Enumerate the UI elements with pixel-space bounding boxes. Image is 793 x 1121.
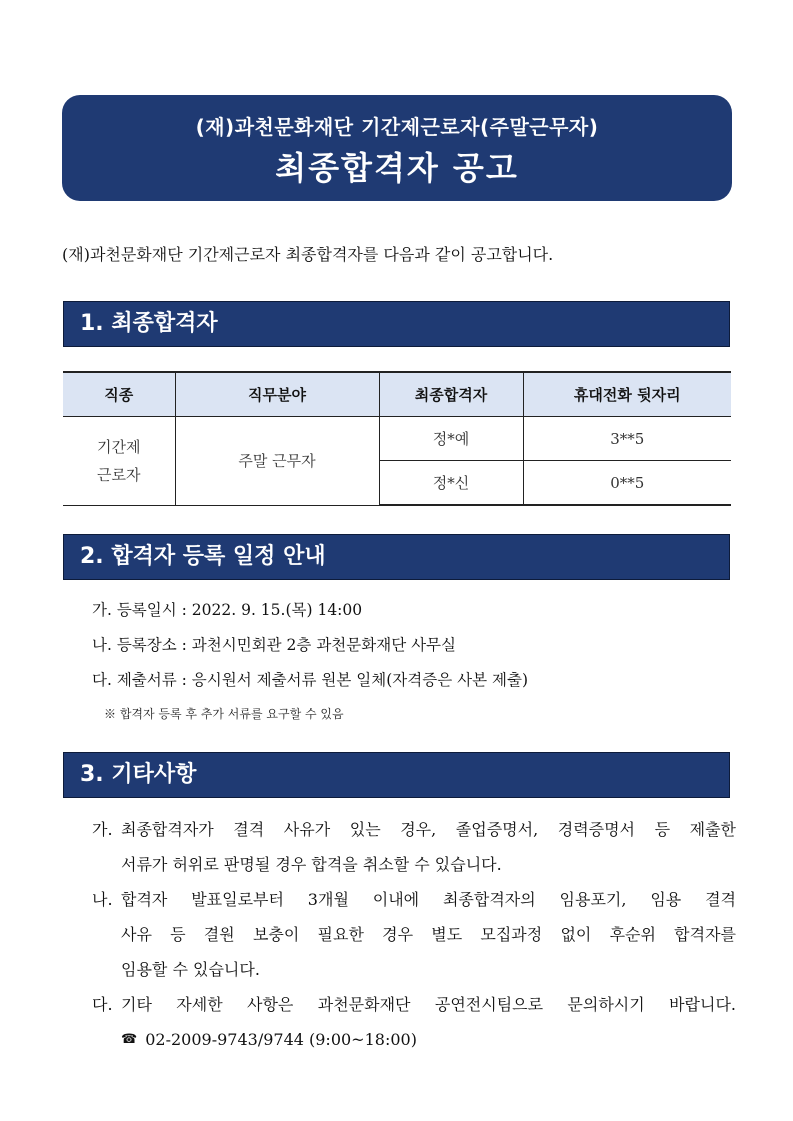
col-header-field: 직무분야 (175, 372, 379, 417)
section-heading-registration: 2. 합격자 등록 일정 안내 (63, 534, 730, 580)
section-heading-final-applicants: 1. 최종합격자 (63, 301, 730, 347)
col-header-applicant: 최종합격자 (379, 372, 523, 417)
registration-list (92, 600, 528, 705)
item-text: 서류가 허위로 판명될 경우 합격을 취소할 수 있습니다. (121, 855, 502, 874)
contact-number: 02-2009-9743/9744 (9:00~18:00) (145, 1030, 417, 1049)
list-item: 다. 제출서류 : 응시원서 제출서류 원본 일체(자격증은 사본 제출) (92, 671, 528, 689)
cell-field: 주말 근무자 (175, 417, 379, 506)
list-item-continued (92, 917, 736, 952)
list-item-continued (92, 952, 736, 987)
cell-phone: 0**5 (523, 461, 731, 506)
item-text: 사유 등 결원 보충이 필요한 경우 별도 모집과정 없이 후순위 합격자를 (121, 925, 736, 944)
phone-icon: ☎ (121, 1032, 138, 1047)
col-header-job-type: 직종 (63, 372, 175, 417)
item-text: 임용할 수 있습니다. (121, 960, 260, 979)
item-label: 나. (92, 890, 113, 909)
item-text: 최종합격자가 결격 사유가 있는 경우, 졸업증명서, 경력증명서 등 제출한 (121, 820, 736, 839)
col-header-phone: 휴대전화 뒷자리 (523, 372, 731, 417)
item-text: 합격자 발표일로부터 3개월 이내에 최종합격자의 임용포기, 임용 결격 (121, 890, 736, 909)
item-text: 기타 자세한 사항은 과천문화재단 공연전시팀으로 문의하시기 바랍니다. (121, 995, 736, 1014)
contact-line (92, 1022, 736, 1057)
cell-phone: 3**5 (523, 417, 731, 461)
list-item: 나. 등록장소 : 과천시민회관 2층 과천문화재단 사무실 (92, 636, 457, 654)
list-item (92, 987, 736, 1022)
list-item (92, 882, 736, 917)
list-item (92, 812, 736, 847)
item-label: 가. (92, 820, 113, 839)
cell-applicant-name: 정*신 (379, 461, 523, 506)
intro-text: (재)과천문화재단 기간제근로자 최종합격자를 다음과 같이 공고합니다. (62, 245, 554, 264)
page-title: 최종합격자 공고 (275, 149, 519, 187)
section-heading-other: 3. 기타사항 (63, 752, 730, 798)
cell-applicant-name: 정*예 (379, 417, 523, 461)
job-type-line2: 근로자 (97, 465, 141, 484)
table-row (63, 417, 731, 461)
list-item: 가. 등록일시 : 2022. 9. 15.(목) 14:00 (92, 601, 363, 619)
other-items (92, 812, 736, 1057)
final-applicants-table (63, 371, 731, 506)
title-subtitle: (재)과천문화재단 기간제근로자(주말근무자) (195, 115, 599, 139)
table-header-row (63, 372, 731, 417)
list-item-continued (92, 847, 736, 882)
item-label: 다. (92, 995, 113, 1014)
cell-job-type (63, 417, 175, 506)
title-banner (62, 95, 732, 201)
registration-note: ※ 합격자 등록 후 추가 서류를 요구할 수 있음 (104, 707, 344, 721)
job-type-line1: 기간제 (97, 437, 141, 456)
